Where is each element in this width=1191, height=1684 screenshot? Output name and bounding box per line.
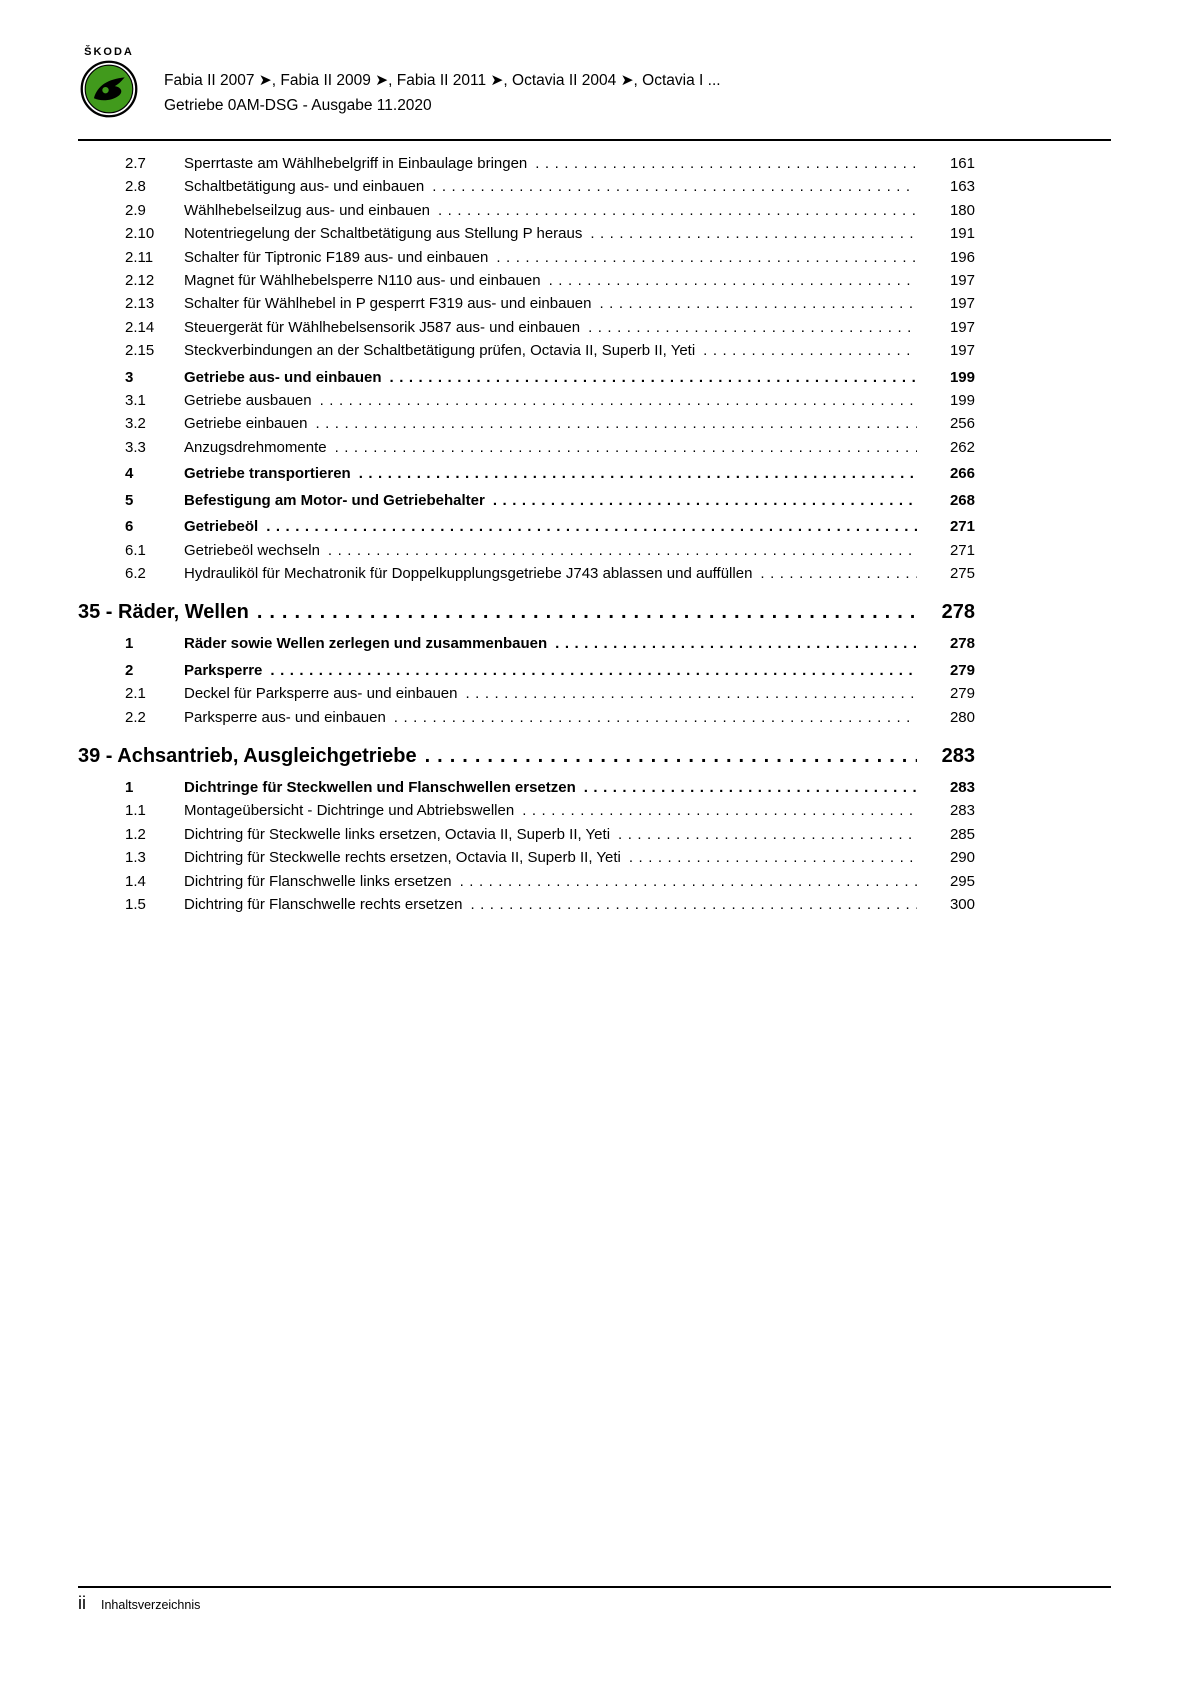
toc-entry-number: 6.1 [125, 541, 146, 559]
footer-page-number: ii [78, 1593, 86, 1613]
toc-entry-page: 199 [949, 392, 975, 410]
toc-entry-title: Räder sowie Wellen zerlegen und zusammenbauen [184, 635, 548, 653]
toc-entry-number: 1.3 [125, 849, 146, 867]
toc-entry-title: Anzugsdrehmomente [184, 438, 327, 456]
toc-entry-page: 280 [949, 708, 975, 726]
toc-entry-number: 2.11 [125, 248, 154, 266]
toc-row [78, 462, 975, 485]
toc-entry-page: 283 [949, 802, 975, 820]
dot-leader [257, 598, 917, 627]
toc-entry-page: 283 [949, 778, 975, 796]
dot-leader [470, 893, 917, 916]
toc-entry-title: Dichtring für Steckwelle rechts ersetzen, Octavia II, Superb II, Yeti [184, 849, 621, 867]
toc-entry-title: Getriebe aus- und einbauen [184, 368, 382, 386]
toc-entry-number: 1.4 [125, 872, 146, 890]
toc-row [78, 199, 975, 222]
toc-entry-number: 2.15 [125, 342, 155, 360]
brand-wordmark: ŠKODA [84, 46, 134, 58]
skoda-logo [78, 46, 140, 118]
dot-leader [320, 389, 917, 412]
toc-entry-title: Montageübersicht - Dichtringe und Abtriebswellen [184, 802, 515, 820]
dot-leader [703, 339, 917, 362]
toc-entry-number: 1 [125, 778, 134, 796]
toc-entry-page: 197 [949, 295, 975, 313]
toc-entry-page: 161 [949, 155, 975, 172]
toc-row [78, 742, 975, 771]
toc-entry-title: Getriebeöl wechseln [184, 541, 320, 559]
toc-entry-title: Dichtring für Steckwelle links ersetzen, Octavia II, Superb II, Yeti [184, 825, 611, 843]
toc-entry-number: 1 [125, 635, 134, 653]
toc-entry-number: 3.1 [125, 392, 146, 410]
page-header [78, 46, 1111, 118]
dot-leader [535, 152, 917, 175]
toc-entry-page: 191 [949, 225, 975, 243]
toc-entry-number: 2 [125, 661, 134, 679]
dot-leader [599, 292, 917, 315]
toc-row [78, 846, 975, 869]
toc-entry-page: 271 [949, 518, 975, 536]
toc-row [78, 339, 975, 362]
toc-entry-title: Parksperre aus- und einbauen [184, 708, 386, 726]
toc-entry-number: 6.2 [125, 564, 146, 582]
skoda-emblem-icon [80, 60, 138, 118]
dot-leader [588, 316, 917, 339]
footer-section-label: Inhaltsverzeichnis [101, 1598, 201, 1612]
dot-leader [425, 742, 917, 771]
toc-row [78, 412, 975, 435]
toc-entry-page: 268 [949, 491, 975, 509]
toc-entry-number: 3 [125, 368, 134, 386]
dot-leader [460, 870, 917, 893]
toc-entry-page: 279 [949, 661, 975, 679]
toc-entry-title: Sperrtaste am Wählhebelgriff in Einbaulage bringen [184, 155, 528, 172]
dot-leader [432, 175, 917, 198]
toc-row [78, 152, 975, 175]
toc-row [78, 489, 975, 512]
toc-row [78, 389, 975, 412]
toc-entry-page: 163 [949, 178, 975, 196]
dot-leader [315, 412, 917, 435]
toc-entry-page: 283 [941, 744, 975, 767]
toc-row [78, 870, 975, 893]
dot-leader [270, 659, 917, 682]
toc-entry-title: Schaltbetätigung aus- und einbauen [184, 178, 425, 196]
header-text-block [164, 46, 721, 118]
toc-row [78, 436, 975, 459]
toc-entry-title: Befestigung am Motor- und Getriebehalter [184, 491, 485, 509]
toc-entry-title: Steuergerät für Wählhebelsensorik J587 aus- und einbauen [184, 318, 581, 336]
toc-row [78, 292, 975, 315]
toc-entry-title: Dichtring für Flanschwelle rechts ersetzen [184, 895, 463, 913]
toc-entry-title: 39 - Achsantrieb, Ausgleichgetriebe [78, 744, 417, 767]
toc-row [78, 316, 975, 339]
toc-entry-number: 2.7 [125, 155, 146, 172]
toc-entry-page: 197 [949, 272, 975, 290]
page-footer [78, 1593, 1111, 1614]
toc-entry-page: 196 [949, 248, 975, 266]
toc-row [78, 823, 975, 846]
toc-entry-page: 266 [949, 465, 975, 483]
toc-entry-title: Hydrauliköl für Mechatronik für Doppelkupplungsgetriebe J743 ablassen und auffüllen [184, 564, 753, 582]
dot-leader [522, 799, 917, 822]
toc-entry-number: 2.1 [125, 685, 146, 703]
toc-row [78, 682, 975, 705]
dot-leader [629, 846, 917, 869]
toc-entry-number: 2.9 [125, 201, 146, 219]
dot-leader [394, 706, 917, 729]
toc-entry-number: 2.10 [125, 225, 155, 243]
toc-row [78, 598, 975, 627]
toc-row [78, 175, 975, 198]
dot-leader [555, 632, 917, 655]
toc-entry-title: Dichtringe für Steckwellen und Flanschwellen ersetzen [184, 778, 576, 796]
toc-row [78, 269, 975, 292]
toc-row [78, 222, 975, 245]
dot-leader [466, 682, 918, 705]
toc-entry-number: 4 [125, 465, 134, 483]
toc-entry-page: 199 [949, 368, 975, 386]
toc-row [78, 246, 975, 269]
toc-entry-page: 295 [949, 872, 975, 890]
toc-entry-page: 256 [949, 415, 975, 433]
toc-entry-number: 5 [125, 491, 134, 509]
dot-leader [760, 562, 917, 585]
dot-leader [438, 199, 917, 222]
toc-entry-title: Wählhebelseilzug aus- und einbauen [184, 201, 431, 219]
toc-entry-number: 2.13 [125, 295, 155, 313]
toc-entry-page: 275 [949, 564, 975, 582]
toc-entry-number: 2.2 [125, 708, 146, 726]
header-edition-line: Getriebe 0AM-DSG - Ausgabe 11.2020 [164, 97, 432, 114]
dot-leader [266, 515, 917, 538]
toc-entry-page: 290 [949, 849, 975, 867]
toc-entry-number: 3.3 [125, 438, 146, 456]
toc-entry-title: Notentriegelung der Schaltbetätigung aus Stellung P heraus [184, 225, 583, 243]
toc-entry-title: Getriebeöl [184, 518, 259, 536]
toc-entry-number: 2.12 [125, 272, 155, 290]
dot-leader [390, 366, 917, 389]
toc-entry-page: 262 [949, 438, 975, 456]
dot-leader [584, 776, 917, 799]
toc-entry-page: 285 [949, 825, 975, 843]
toc-entry-page: 271 [949, 541, 975, 559]
toc-entry-title: Getriebe transportieren [184, 465, 351, 483]
toc-entry-title: Magnet für Wählhebelsperre N110 aus- und einbauen [184, 272, 541, 290]
toc-row [78, 366, 975, 389]
footer-divider [78, 1586, 1111, 1588]
toc-row [78, 515, 975, 538]
toc-row [78, 539, 975, 562]
toc-entry-page: 197 [949, 342, 975, 360]
toc-row [78, 799, 975, 822]
toc-entry-title: Deckel für Parksperre aus- und einbauen [184, 685, 458, 703]
toc-entry-page: 180 [949, 201, 975, 219]
header-divider [78, 139, 1111, 141]
toc-entry-title: Getriebe einbauen [184, 415, 308, 433]
toc-entry-number: 1.1 [125, 802, 146, 820]
toc-row [78, 659, 975, 682]
toc-row [78, 893, 975, 916]
toc-row [78, 776, 975, 799]
toc-entry-page: 279 [949, 685, 975, 703]
toc-entry-number: 3.2 [125, 415, 146, 433]
toc-entry-page: 278 [941, 601, 975, 624]
dot-leader [590, 222, 917, 245]
dot-leader [328, 539, 917, 562]
toc-entry-number: 6 [125, 518, 134, 536]
toc-entry-title: Schalter für Wählhebel in P gesperrt F319 aus- und einbauen [184, 295, 592, 313]
dot-leader [618, 823, 917, 846]
toc-row [78, 706, 975, 729]
toc-list [78, 152, 975, 916]
toc-entry-number: 1.5 [125, 895, 146, 913]
dot-leader [549, 269, 917, 292]
dot-leader [496, 246, 917, 269]
toc-entry-page: 300 [949, 895, 975, 913]
toc-entry-number: 1.2 [125, 825, 146, 843]
dot-leader [359, 462, 917, 485]
toc-entry-title: Parksperre [184, 661, 263, 679]
toc-entry-page: 197 [949, 318, 975, 336]
toc-entry-title: Getriebe ausbauen [184, 392, 312, 410]
toc-entry-title: 35 - Räder, Wellen [78, 601, 249, 624]
header-models-line: Fabia II 2007 ➤, Fabia II 2009 ➤, Fabia II 2011 ➤, Octavia II 2004 ➤, Octavia I ... [164, 72, 721, 89]
toc-entry-page: 278 [949, 635, 975, 653]
dot-leader [493, 489, 917, 512]
toc-row [78, 632, 975, 655]
dot-leader [335, 436, 917, 459]
toc-entry-number: 2.14 [125, 318, 155, 336]
toc-entry-title: Dichtring für Flanschwelle links ersetzen [184, 872, 452, 890]
toc-entry-title: Steckverbindungen an der Schaltbetätigung prüfen, Octavia II, Superb II, Yeti [184, 342, 696, 360]
toc-row [78, 562, 975, 585]
toc-entry-title: Schalter für Tiptronic F189 aus- und einbauen [184, 248, 489, 266]
toc-entry-number: 2.8 [125, 178, 146, 196]
